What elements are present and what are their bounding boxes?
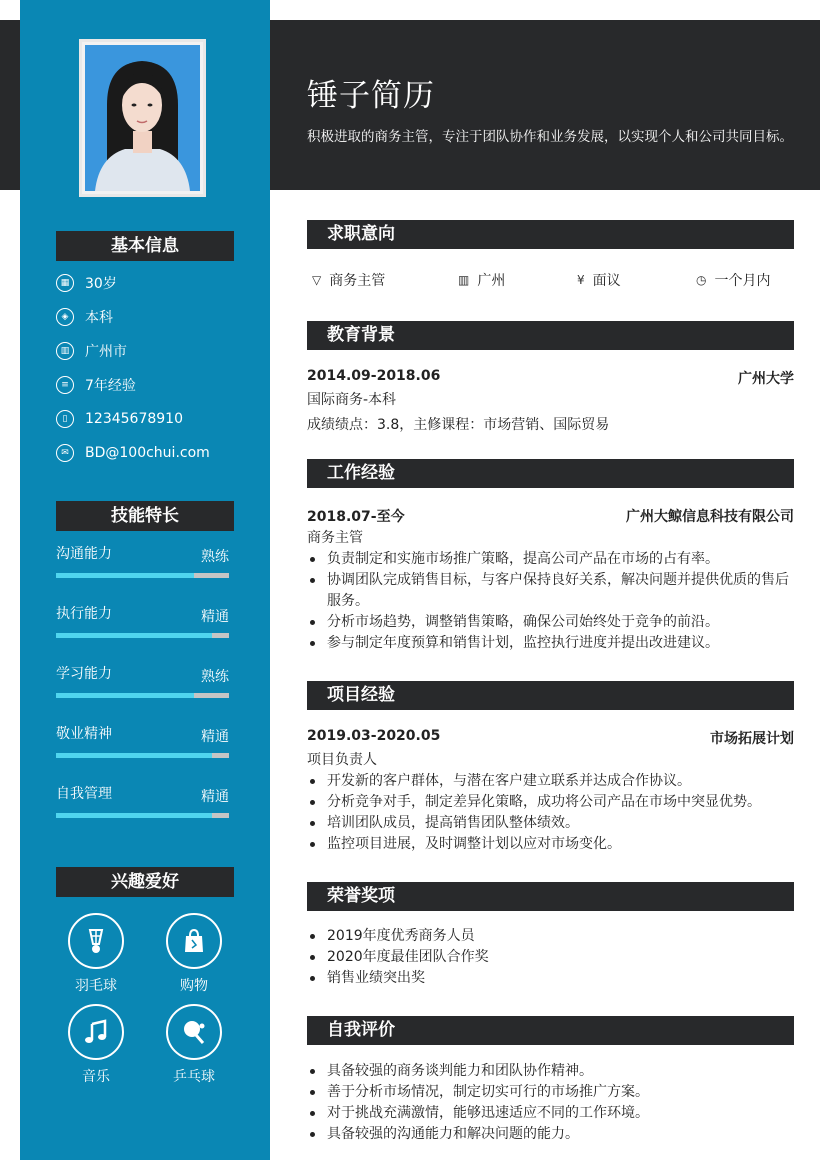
list-item: 具备较强的商务谈判能力和团队协作精神。	[307, 1061, 794, 1082]
info-city	[56, 339, 127, 363]
list-item: 分析市场趋势，调整销售策略，确保公司始终处于竞争的前沿。	[307, 612, 794, 633]
list-item: 2019年度优秀商务人员	[307, 926, 794, 947]
list-item: 负责制定和实施市场推广策略，提高公司产品在市场的占有率。	[307, 549, 794, 570]
info-city-text: 广州市	[85, 344, 127, 360]
info-phone	[56, 407, 183, 431]
skill-item	[56, 663, 229, 698]
project-heading: 项目经验	[307, 681, 794, 710]
skill-item	[56, 543, 229, 578]
intent-position	[312, 270, 385, 290]
intent-salary-text: 面议	[592, 273, 621, 289]
list-item: 分析竞争对手，制定差异化策略，成功将公司产品在市场中突显优势。	[307, 792, 794, 813]
skill-level: 精通	[201, 609, 229, 625]
work-period: 2018.07-至今	[307, 509, 405, 525]
hobby-label: 羽毛球	[75, 978, 117, 994]
skill-level: 精通	[201, 729, 229, 745]
profile-photo	[79, 39, 206, 197]
list-item: 培训团队成员，提高销售团队整体绩效。	[307, 813, 794, 834]
work-row	[307, 506, 794, 526]
intent-salary	[577, 270, 621, 290]
info-experience-text: 7年经验	[85, 378, 136, 394]
list-item: 具备较强的沟通能力和解决问题的能力。	[307, 1124, 794, 1145]
document-icon: ≡	[56, 376, 74, 394]
skill-name: 沟通能力	[56, 546, 112, 562]
self-eval-bullets	[307, 1061, 794, 1145]
ping-pong-icon	[166, 1004, 222, 1060]
project-row	[307, 728, 794, 748]
skill-bar	[56, 573, 229, 578]
basic-info-heading: 基本信息	[56, 231, 234, 261]
education-school: 广州大学	[738, 371, 794, 387]
skill-item	[56, 723, 229, 758]
intent-position-text: 商务主管	[329, 273, 386, 289]
info-email-text: BD@100chui.com	[85, 445, 210, 461]
hobby-label: 音乐	[82, 1069, 110, 1085]
list-item: 监控项目进展，及时调整计划以应对市场变化。	[307, 834, 794, 855]
project-name: 市场拓展计划	[710, 731, 794, 747]
skill-name: 自我管理	[56, 786, 112, 802]
hobby-music	[56, 1004, 136, 1086]
badminton-icon	[68, 913, 124, 969]
skill-name: 敬业精神	[56, 726, 112, 742]
building-icon: ▥	[56, 342, 74, 360]
list-item: 开发新的客户群体，与潜在客户建立联系并达成合作协议。	[307, 771, 794, 792]
education-major: 国际商务-本科	[307, 392, 397, 408]
skill-bar-fill	[56, 693, 194, 698]
info-phone-text: 12345678910	[85, 411, 183, 427]
hobby-ping-pong	[154, 1004, 234, 1086]
project-role: 项目负责人	[307, 752, 377, 768]
info-age	[56, 271, 117, 295]
list-item: 对于挑战充满激情，能够迅速适应不同的工作环境。	[307, 1103, 794, 1124]
phone-icon: ▯	[56, 410, 74, 428]
resume-title: 锤子简历	[307, 78, 435, 114]
avatar	[85, 45, 200, 191]
resume-summary: 积极进取的商务主管，专注于团队协作和业务发展，以实现个人和公司共同目标。	[307, 129, 793, 145]
skill-bar	[56, 693, 229, 698]
education-row	[307, 368, 794, 388]
intent-heading: 求职意向	[307, 220, 794, 249]
project-period: 2019.03-2020.05	[307, 728, 441, 744]
info-age-text: 30岁	[85, 276, 117, 292]
skills-heading: 技能特长	[56, 501, 234, 531]
honors-bullets	[307, 926, 794, 989]
intent-availability	[696, 270, 770, 290]
honors-heading: 荣誉奖项	[307, 882, 794, 911]
work-role: 商务主管	[307, 530, 363, 546]
education-period: 2014.09-2018.06	[307, 368, 441, 384]
city-icon: ▥	[458, 273, 470, 287]
skill-level: 熟练	[201, 549, 229, 565]
hobby-badminton	[56, 913, 136, 995]
yen-icon: ¥	[577, 273, 585, 287]
skill-bar-fill	[56, 813, 212, 818]
list-item: 2020年度最佳团队合作奖	[307, 947, 794, 968]
shopping-bag-icon	[166, 913, 222, 969]
skill-level: 精通	[201, 789, 229, 805]
skill-bar	[56, 813, 229, 818]
graduation-cap-icon: ◈	[56, 308, 74, 326]
skill-bar-fill	[56, 633, 212, 638]
skill-bar-fill	[56, 753, 212, 758]
info-degree-text: 本科	[85, 310, 113, 326]
info-experience	[56, 373, 136, 397]
skill-item	[56, 783, 229, 818]
mail-icon: ✉	[56, 444, 74, 462]
self-eval-heading: 自我评价	[307, 1016, 794, 1045]
work-company: 广州大鲸信息科技有限公司	[626, 509, 794, 525]
list-item: 协调团队完成销售目标，与客户保持良好关系，解决问题并提供优质的售后服务。	[307, 570, 794, 612]
skill-name: 执行能力	[56, 606, 112, 622]
skill-name: 学习能力	[56, 666, 112, 682]
list-item: 参与制定年度预算和销售计划，监控执行进度并提出改进建议。	[307, 633, 794, 654]
intent-availability-text: 一个月内	[714, 273, 771, 289]
info-email	[56, 441, 210, 465]
work-bullets	[307, 549, 794, 654]
list-item: 销售业绩突出奖	[307, 968, 794, 989]
intent-city-text: 广州	[477, 273, 506, 289]
education-heading: 教育背景	[307, 321, 794, 350]
skill-level: 熟练	[201, 669, 229, 685]
hobby-label: 购物	[180, 978, 208, 994]
skill-bar	[56, 753, 229, 758]
list-item: 善于分析市场情况，制定切实可行的市场推广方案。	[307, 1082, 794, 1103]
info-degree	[56, 305, 113, 329]
work-heading: 工作经验	[307, 459, 794, 488]
tie-icon: ▽	[312, 273, 322, 287]
skill-item	[56, 603, 229, 638]
skill-bar	[56, 633, 229, 638]
calendar-icon: ▦	[56, 274, 74, 292]
hobby-shopping	[154, 913, 234, 995]
music-note-icon	[68, 1004, 124, 1060]
hobbies-heading: 兴趣爱好	[56, 867, 234, 897]
skill-bar-fill	[56, 573, 194, 578]
clock-icon: ◷	[696, 273, 707, 287]
education-detail: 成绩绩点：3.8，主修课程：市场营销、国际贸易	[307, 417, 610, 433]
intent-city	[458, 270, 505, 290]
project-bullets	[307, 771, 794, 855]
hobby-label: 乒乓球	[173, 1069, 215, 1085]
